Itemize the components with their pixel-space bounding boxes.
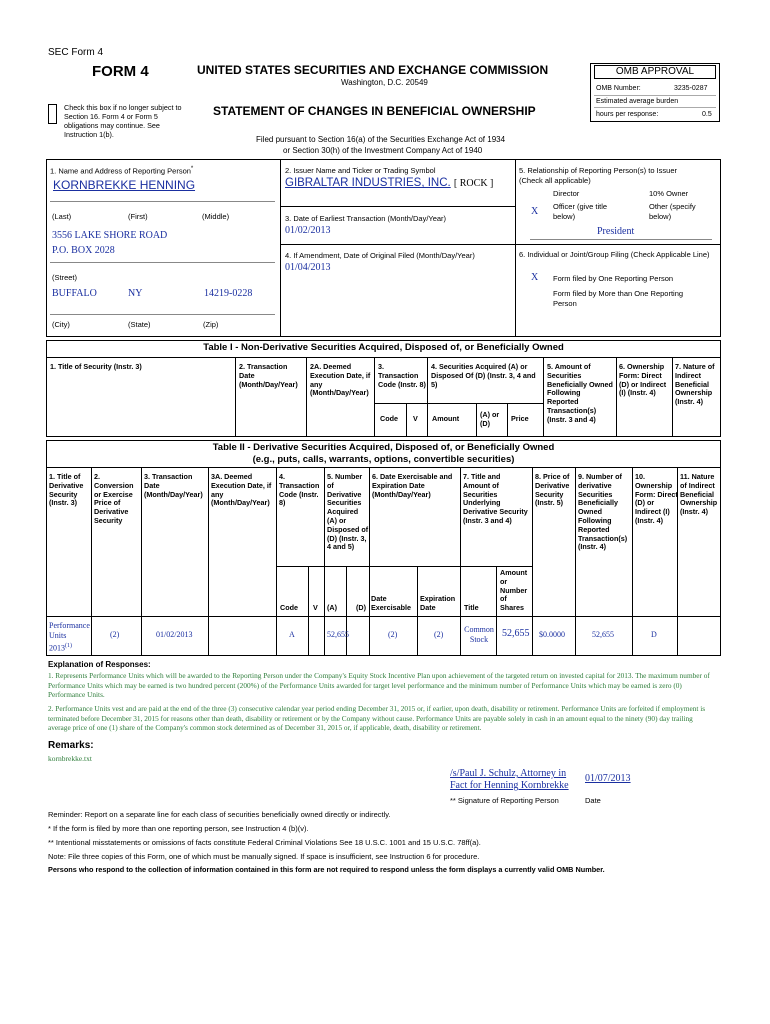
zip-value: 14219-0228 xyxy=(204,288,253,299)
street-address-1: 3556 LAKE SHORE ROAD xyxy=(52,230,168,241)
table2-subtitle: (e.g., puts, calls, warrants, options, convertible securities) xyxy=(252,454,515,465)
table1-col-ownership-form: 6. Ownership Form: Direct (D) or Indirect (I) (Instr. 4) xyxy=(619,362,667,398)
omb-number-value: 3235-0287 xyxy=(674,85,708,92)
remarks-title: Remarks: xyxy=(48,740,94,751)
date-exercisable: (2) xyxy=(388,630,398,639)
table2-sub-a: (A) xyxy=(327,603,337,612)
sec-form-label: SEC Form 4 xyxy=(48,47,104,58)
middle-label: (Middle) xyxy=(202,212,230,221)
derivative-title: Performance Units 2013 xyxy=(49,621,90,653)
form-title: FORM 4 xyxy=(92,63,149,80)
table2-col-underlying: 7. Title and Amount of Securities Underlying Derivative Security (Instr. 3 and 4) xyxy=(463,472,528,525)
other-option[interactable]: Other (specify below) xyxy=(649,202,696,221)
issuer-name xyxy=(285,176,513,191)
table2-sub-d: (D) xyxy=(356,603,366,612)
footnote-2: 2. Performance Units vest and are paid at the end of the three (3) consecutive calendar year period ending December 31, 2015 or, if earlier, upon death, disability or retirement. Performance Units are forfeited if employment is terminated before December 31, 2015 for reasons other than death, disability or retirement or by the Company without cause. Performance Units are payable solely in cash in an amount equal to the ninety (90) day trailing average price of one (1) share of the Company's common stock determined as of December 31, 2015 or, if applicable, death, disability or retirement. xyxy=(48,704,706,733)
footer-note-3: Note: File three copies of this Form, one of which must be manually signed. If space is insufficient, see Instruction 6 for procedure. xyxy=(48,852,480,861)
conversion-price: (2) xyxy=(110,630,120,639)
expiration-date: (2) xyxy=(434,630,444,639)
footer-note-4: Persons who respond to the collection of information contained in this form are not required to respond unless the form displays a currently valid OMB Number. xyxy=(48,865,605,874)
last-label: (Last) xyxy=(52,212,72,221)
state-label: (State) xyxy=(128,320,151,329)
table1-col-nature: 7. Nature of Indirect Beneficial Ownership (Instr. 4) xyxy=(675,362,715,407)
table2-col-deemed: 3A. Deemed Execution Date, if any (Month/Day/Year) xyxy=(211,472,272,508)
omb-hours-value: 0.5 xyxy=(702,111,712,118)
amendment-label: 4. If Amendment, Date of Original Filed (Month/Day/Year) xyxy=(285,251,475,260)
table2-sub-title: Title xyxy=(464,603,479,612)
table1-sub-code: Code xyxy=(380,414,398,423)
state-value: NY xyxy=(128,288,143,299)
table2-col-exercisable: 6. Date Exercisable and Expiration Date (Month/Day/Year) xyxy=(372,472,453,499)
table1-sub-ad: (A) or (D) xyxy=(480,410,500,428)
table2-sub-code: Code xyxy=(280,603,298,612)
director-option[interactable]: Director xyxy=(553,189,580,198)
table1-sub-v: V xyxy=(413,414,418,423)
filed-pursuant-line1: Filed pursuant to Section 16(a) of the Securities Exchange Act of 1934 xyxy=(256,135,506,144)
issuer-ticker: [ ROCK ] xyxy=(453,178,494,189)
table2-sub-v: V xyxy=(313,603,318,612)
omb-hours-label: hours per response: xyxy=(596,111,659,118)
table2-col-nature: 11. Nature of Indirect Beneficial Ownership (Instr. 4) xyxy=(680,472,718,517)
signature: /s/Paul J. Schulz, Attorney in Fact for Henning Kornbrekke xyxy=(450,768,569,791)
street-address-2: P.O. BOX 2028 xyxy=(52,245,115,256)
signature-label: ** Signature of Reporting Person xyxy=(450,796,559,805)
date-label: Date xyxy=(585,796,601,805)
table2-col-title: 1. Title of Derivative Security (Instr. 3) xyxy=(49,472,84,508)
table1-col-title: 1. Title of Security (Instr. 3) xyxy=(50,362,142,371)
derivative-title-footnote: (1) xyxy=(65,643,72,649)
officer-checkmark[interactable]: X xyxy=(531,206,539,217)
transaction-code: A xyxy=(289,630,295,639)
ownership-form: D xyxy=(651,630,657,639)
table2-col-code: 4. Transaction Code (Instr. 8) xyxy=(279,472,320,508)
omb-burden-label: Estimated average burden xyxy=(596,98,679,105)
underlying-title: Common Stock xyxy=(464,625,494,644)
footer-note-1: * If the form is filed by more than one reporting person, see Instruction 4 (b)(v). xyxy=(48,824,309,833)
omb-number-label: OMB Number: xyxy=(596,85,641,92)
city-value: BUFFALO xyxy=(52,288,97,299)
statement-title: STATEMENT OF CHANGES IN BENEFICIAL OWNERSHIP xyxy=(213,104,536,118)
securities-owned: 52,655 xyxy=(592,630,614,639)
table2-col-conversion: 2. Conversion or Exercise Price of Derivative Security xyxy=(94,472,134,525)
amendment-date: 01/04/2013 xyxy=(285,262,331,273)
table-row xyxy=(49,621,91,654)
issuer-name-link[interactable]: GIBRALTAR INDUSTRIES, INC. xyxy=(285,177,451,189)
officer-option[interactable]: Officer (give title below) xyxy=(553,202,608,221)
transaction-date: 01/02/2013 xyxy=(156,630,193,639)
city-label: (City) xyxy=(52,320,70,329)
derivative-price: $0.0000 xyxy=(539,630,565,639)
table2-sub-expiration: Expiration Date xyxy=(420,594,456,612)
filed-pursuant-line2: or Section 30(h) of the Investment Company Act of 1940 xyxy=(283,146,483,155)
checkbox-instructions: Check this box if no longer subject to Section 16. Form 4 or Form 5 obligations may continue. See Instruction 1(b). xyxy=(64,103,182,139)
omb-title: OMB APPROVAL xyxy=(615,66,695,77)
reporting-person-label: 1. Name and Address of Reporting Person* xyxy=(50,166,194,176)
table1-col-date: 2. Transaction Date (Month/Day/Year) xyxy=(239,362,298,389)
reporting-person-name[interactable]: KORNBREKKE HENNING xyxy=(53,178,196,192)
table2-col-date: 3. Transaction Date (Month/Day/Year) xyxy=(144,472,203,499)
table2-sub-date-exercisable: Date Exercisable xyxy=(371,594,411,612)
commission-location: Washington, D.C. 20549 xyxy=(341,78,428,87)
ten-percent-owner-option[interactable]: 10% Owner xyxy=(649,189,689,198)
table1-sub-amount: Amount xyxy=(432,414,460,423)
amount-acquired: 52,655 xyxy=(327,630,349,639)
table2-col-ownership-form: 10. Ownership Form: Direct (D) or Indirect (I) (Instr. 4) xyxy=(635,472,678,525)
underlying-shares: 52,655 xyxy=(502,628,530,639)
table2-col-number: 5. Number of Derivative Securities Acquired (A) or Disposed of (D) (Instr. 3, 4 and 5) xyxy=(327,472,369,552)
table1-col-deemed: 2A. Deemed Execution Date, if any (Month/Day/Year) xyxy=(310,362,371,398)
street-label: (Street) xyxy=(52,273,78,282)
first-label: (First) xyxy=(128,212,148,221)
table2-col-owned: 9. Number of derivative Securities Beneficially Owned Following Reported Transaction(s) (Instr. 4) xyxy=(578,472,628,552)
no-longer-subject-checkbox[interactable] xyxy=(48,104,57,124)
table1-col-amount-owned: 5. Amount of Securities Beneficially Owned Following Reported Transaction(s) (Instr. 3 and 4) xyxy=(547,362,613,424)
table1-col-code: 3. Transaction Code (Instr. 8) xyxy=(378,362,426,389)
earliest-transaction-label: 3. Date of Earliest Transaction (Month/Day/Year) xyxy=(285,214,447,223)
explanation-title: Explanation of Responses: xyxy=(48,660,151,669)
footnote-1: 1. Represents Performance Units which will be awarded to the Reporting Person under the Company's Equity Stock Incentive Plan upon achievement of the targeted return on invested capital for 2013. The maximum number of Performance Units which may be earned is two hundred percent (200%) of the Performance Units awarded for target level performance and the minimum number of Performance Units which may be earned is zero (0) Performance Units. xyxy=(48,671,710,700)
relationship-label: 5. Relationship of Reporting Person(s) to Issuer xyxy=(519,166,677,175)
zip-label: (Zip) xyxy=(203,320,219,329)
table2-title: Table II - Derivative Securities Acquired, Disposed of, or Beneficially Owned xyxy=(212,442,555,453)
footer-note-2: ** Intentional misstatements or omissions of facts constitute Federal Criminal Violations See 18 U.S.C. 1001 and 15 U.S.C. 78ff(a). xyxy=(48,838,481,847)
table2-col-price: 8. Price of Derivative Security (Instr. 5) xyxy=(535,472,570,508)
filing-label: 6. Individual or Joint/Group Filing (Check Applicable Line) xyxy=(519,250,710,259)
table1-title: Table I - Non-Derivative Securities Acquired, Disposed of, or Beneficially Owned xyxy=(203,342,564,353)
multiple-persons-option[interactable]: Form filed by More than One Reporting Person xyxy=(553,289,684,308)
table2-sub-shares: Amount or Number of Shares xyxy=(500,568,528,613)
one-person-checkmark[interactable]: X xyxy=(531,272,539,283)
one-person-option[interactable]: Form filed by One Reporting Person xyxy=(553,274,674,283)
table1-sub-price: Price xyxy=(511,414,529,423)
relationship-sublabel: (Check all applicable) xyxy=(519,176,591,185)
reminder-text: Reminder: Report on a separate line for each class of securities beneficially owned directly or indirectly. xyxy=(48,810,391,819)
remarks-text: kornbrekke.txt xyxy=(48,754,92,763)
signature-date: 01/07/2013 xyxy=(585,773,631,784)
issuer-label: 2. Issuer Name and Ticker or Trading Symbol xyxy=(285,166,436,175)
earliest-transaction-date: 01/02/2013 xyxy=(285,225,331,236)
table1-col-securities: 4. Securities Acquired (A) or Disposed Of (D) (Instr. 3, 4 and 5) xyxy=(431,362,536,389)
officer-title: President xyxy=(597,226,635,237)
commission-title: UNITED STATES SECURITIES AND EXCHANGE COMMISSION xyxy=(197,63,549,77)
